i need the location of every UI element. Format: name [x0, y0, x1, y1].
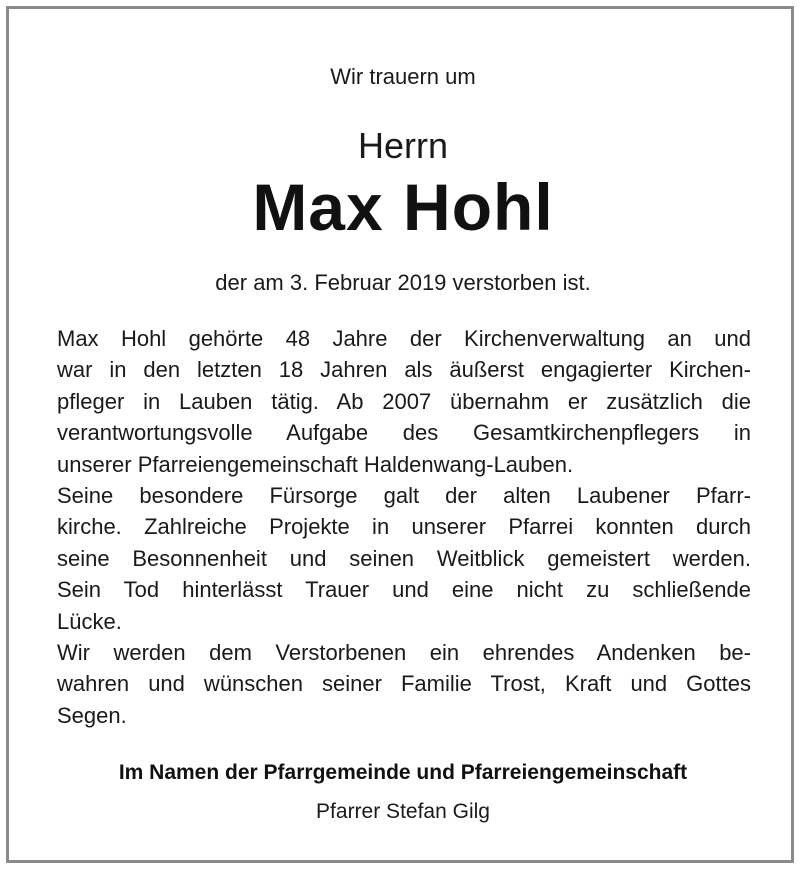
body-line: Max Hohl gehörte 48 Jahre der Kirchenverwaltung an und: [57, 326, 751, 351]
signoff-line: Im Namen der Pfarrgemeinde und Pfarreiengemeinschaft: [118, 761, 688, 784]
signer-name: Pfarrer Stefan Gilg: [316, 800, 490, 823]
body-line: Wir werden dem Verstorbenen ein ehrendes Andenken be-: [57, 640, 751, 666]
body-line: unserer Pfarreiengemeinschaft Haldenwang-Lauben.: [57, 451, 574, 477]
notice-frame: [6, 6, 794, 863]
body-line: war in den letzten 18 Jahren als äußerst engagierter Kirchen-: [57, 357, 751, 383]
body-line: Sein Tod hinterlässt Trauer und eine nicht zu schließende: [57, 577, 751, 603]
notice-body: [57, 323, 751, 731]
body-line: Lücke.: [57, 608, 122, 634]
salutation: Herrn: [357, 125, 449, 166]
deceased-name: Max Hohl: [252, 170, 554, 244]
death-date-line: der am 3. Februar 2019 verstorben ist.: [215, 270, 591, 295]
body-line: pfleger in Lauben tätig. Ab 2007 übernahm er zusätzlich die: [57, 388, 751, 414]
body-line: kirche. Zahlreiche Projekte in unserer Pfarrei konnten durch: [57, 514, 751, 540]
body-line: verantwortungsvolle Aufgabe des Gesamtkirchenpflegers in: [57, 420, 751, 446]
body-line: Segen.: [57, 702, 127, 728]
body-line: seine Besonnenheit und seinen Weitblick gemeistert werden.: [57, 545, 751, 571]
intro-text: Wir trauern um: [330, 64, 476, 89]
body-line: wahren und wünschen seiner Familie Trost, Kraft und Gottes: [57, 671, 751, 697]
body-line: Seine besondere Fürsorge galt der alten Laubener Pfarr-: [57, 483, 751, 509]
